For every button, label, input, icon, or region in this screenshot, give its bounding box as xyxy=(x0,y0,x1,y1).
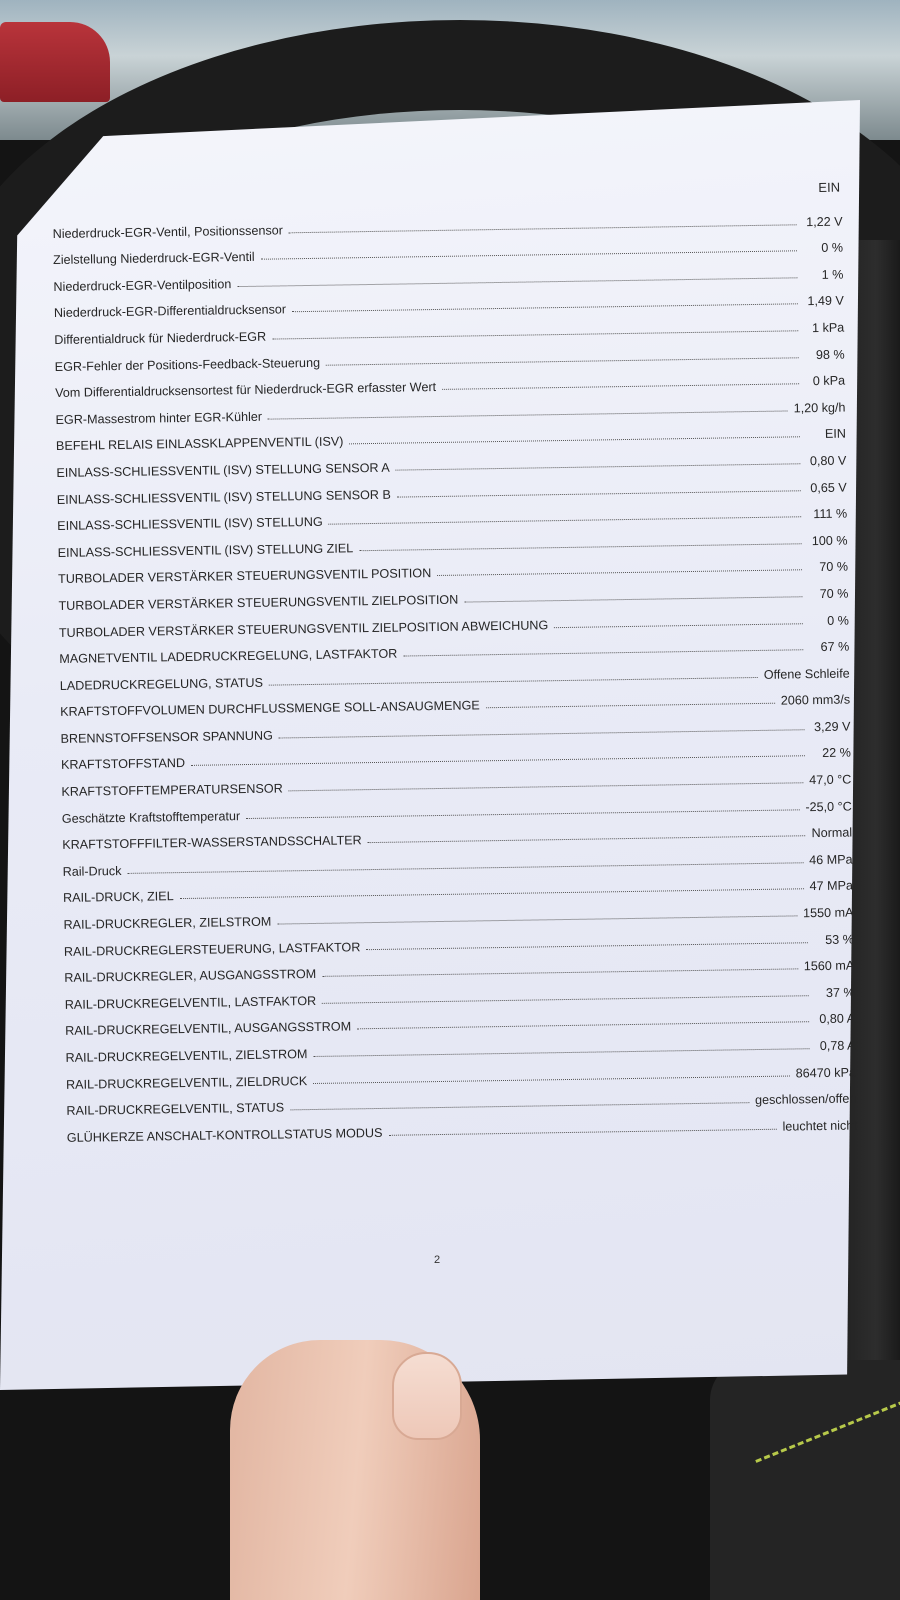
parameter-value: 0,65 V xyxy=(810,480,847,495)
parameter-value: Offene Schleife xyxy=(763,666,850,682)
parameter-label: RAIL-DRUCKREGELVENTIL, ZIELSTROM xyxy=(65,1047,308,1065)
parameter-label: RAIL-DRUCK, ZIEL xyxy=(62,889,174,906)
parameter-value: -25,0 °C xyxy=(805,799,852,814)
parameter-label: KRAFTSTOFFFILTER-WASSERSTANDSSCHALTER xyxy=(62,833,362,853)
parameter-label: Vom Differentialdrucksensortest für Niederdruck-EGR erfasster Wert xyxy=(55,380,437,401)
parameter-label: TURBOLADER VERSTÄRKER STEUERUNGSVENTIL ZIELPOSITION xyxy=(58,592,459,613)
parameter-label: RAIL-DRUCKREGLERSTEUERUNG, LASTFAKTOR xyxy=(63,939,361,959)
parameter-value: 3,29 V xyxy=(813,719,851,734)
parameter-value: 0,80 V xyxy=(809,453,847,469)
parameter-value: 86470 kPa xyxy=(795,1065,857,1081)
parameter-value: 1,20 kg/h xyxy=(793,400,846,416)
parameter-label: EINLASS-SCHLIESSVENTIL (ISV) STELLUNG ZIEL xyxy=(57,541,354,560)
parameter-label: Niederdruck-EGR-Ventilposition xyxy=(53,276,232,294)
parameter-value: 0 % xyxy=(821,240,844,256)
parameter-label: TURBOLADER VERSTÄRKER STEUERUNGSVENTIL POSITION xyxy=(57,566,432,587)
parameter-value: 67 % xyxy=(820,639,850,655)
parameter-label: RAIL-DRUCKREGELVENTIL, ZIELDRUCK xyxy=(65,1073,308,1092)
parameter-label: LADEDRUCKREGELUNG, STATUS xyxy=(59,675,264,693)
parameter-label: GLÜHKERZE ANSCHALT-KONTROLLSTATUS MODUS xyxy=(66,1125,383,1145)
parameter-value: 0,78 A xyxy=(819,1038,856,1054)
parameter-label: KRAFTSTOFFTEMPERATURSENSOR xyxy=(61,781,283,799)
parameter-label: Zielstellung Niederdruck-EGR-Ventil xyxy=(52,250,255,268)
parameter-value: 2060 mm3/s xyxy=(780,692,851,708)
parameter-label: TURBOLADER VERSTÄRKER STEUERUNGSVENTIL ZIELPOSITION ABWEICHUNG xyxy=(58,617,549,640)
parameter-label: EINLASS-SCHLIESSVENTIL (ISV) STELLUNG SENSOR B xyxy=(56,487,391,507)
parameter-label: RAIL-DRUCKREGLER, AUSGANGSSTROM xyxy=(64,967,317,986)
parked-car-background xyxy=(0,22,110,102)
parameter-value: 1550 mA xyxy=(802,905,854,921)
parameter-label: RAIL-DRUCKREGELVENTIL, AUSGANGSSTROM xyxy=(65,1019,352,1039)
parameter-value: 1,22 V xyxy=(806,214,843,229)
parameter-label: EINLASS-SCHLIESSVENTIL (ISV) STELLUNG xyxy=(57,514,323,534)
diagnostic-list xyxy=(52,179,867,1144)
parameter-value: 53 % xyxy=(825,932,854,947)
parameter-label: EINLASS-SCHLIESSVENTIL (ISV) STELLUNG SENSOR A xyxy=(56,460,390,480)
parameter-label: Geschätzte Kraftstofftemperatur xyxy=(61,808,241,826)
parameter-value: 1,49 V xyxy=(807,293,844,309)
parameter-value: 1560 mA xyxy=(803,958,855,974)
parameter-value: 46 MPa xyxy=(809,852,853,868)
parameter-label: MAGNETVENTIL LADEDRUCKREGELUNG, LASTFAKTOR xyxy=(59,646,398,667)
rows-container xyxy=(52,201,867,1144)
parameter-label: KRAFTSTOFFSTAND xyxy=(60,756,186,773)
parameter-value: 47 MPa xyxy=(809,878,854,894)
car-seat xyxy=(710,1360,900,1600)
parameter-label: EGR-Massestrom hinter EGR-Kühler xyxy=(55,409,263,427)
parameter-value: 0 % xyxy=(827,613,849,628)
parameter-value: 22 % xyxy=(822,745,852,761)
parameter-value: 70 % xyxy=(819,586,849,601)
parameter-label: Niederdruck-EGR-Ventil, Positionssensor xyxy=(52,222,284,241)
parameter-value: 70 % xyxy=(819,559,849,575)
parameter-value: 37 % xyxy=(825,985,855,1000)
parameter-label: Niederdruck-EGR-Differentialdrucksensor xyxy=(53,302,287,321)
dot-leader xyxy=(554,623,803,628)
parameter-value: 100 % xyxy=(811,533,848,548)
page-number: 2 xyxy=(434,1254,441,1266)
parameter-value: 0,80 A xyxy=(819,1011,856,1027)
thumb-nail xyxy=(392,1352,462,1440)
parameter-label: RAIL-DRUCKREGELVENTIL, LASTFAKTOR xyxy=(64,993,317,1012)
parameter-value: EIN xyxy=(824,426,847,442)
parameter-label: Differentialdruck für Niederdruck-EGR xyxy=(54,329,267,347)
parameter-value: 1 kPa xyxy=(811,320,845,336)
parameter-label: BEFEHL RELAIS EINLASSKLAPPENVENTIL (ISV) xyxy=(55,434,344,454)
parameter-label: Rail-Druck xyxy=(62,863,122,879)
parameter-value: 111 % xyxy=(813,506,848,522)
parameter-value: leuchtet nicht xyxy=(782,1118,857,1134)
parameter-label: RAIL-DRUCKREGELVENTIL, STATUS xyxy=(66,1100,285,1119)
header-value: EIN xyxy=(818,179,841,195)
parameter-value: Normal xyxy=(811,825,853,841)
parameter-label: RAIL-DRUCKREGLER, ZIELSTROM xyxy=(63,914,272,932)
parameter-value: 0 kPa xyxy=(812,373,846,389)
parameter-value: 1 % xyxy=(821,267,844,282)
parameter-label: EGR-Fehler der Positions-Feedback-Steuerung xyxy=(54,355,321,374)
parameter-label: BRENNSTOFFSENSOR SPANNUNG xyxy=(60,728,273,746)
parameter-value: 47,0 °C xyxy=(809,772,852,788)
parameter-label: KRAFTSTOFFVOLUMEN DURCHFLUSSMENGE SOLL-ANSAUGMENGE xyxy=(60,698,480,720)
parameter-value: 98 % xyxy=(815,347,845,362)
parameter-value: geschlossen/offen xyxy=(754,1091,857,1108)
